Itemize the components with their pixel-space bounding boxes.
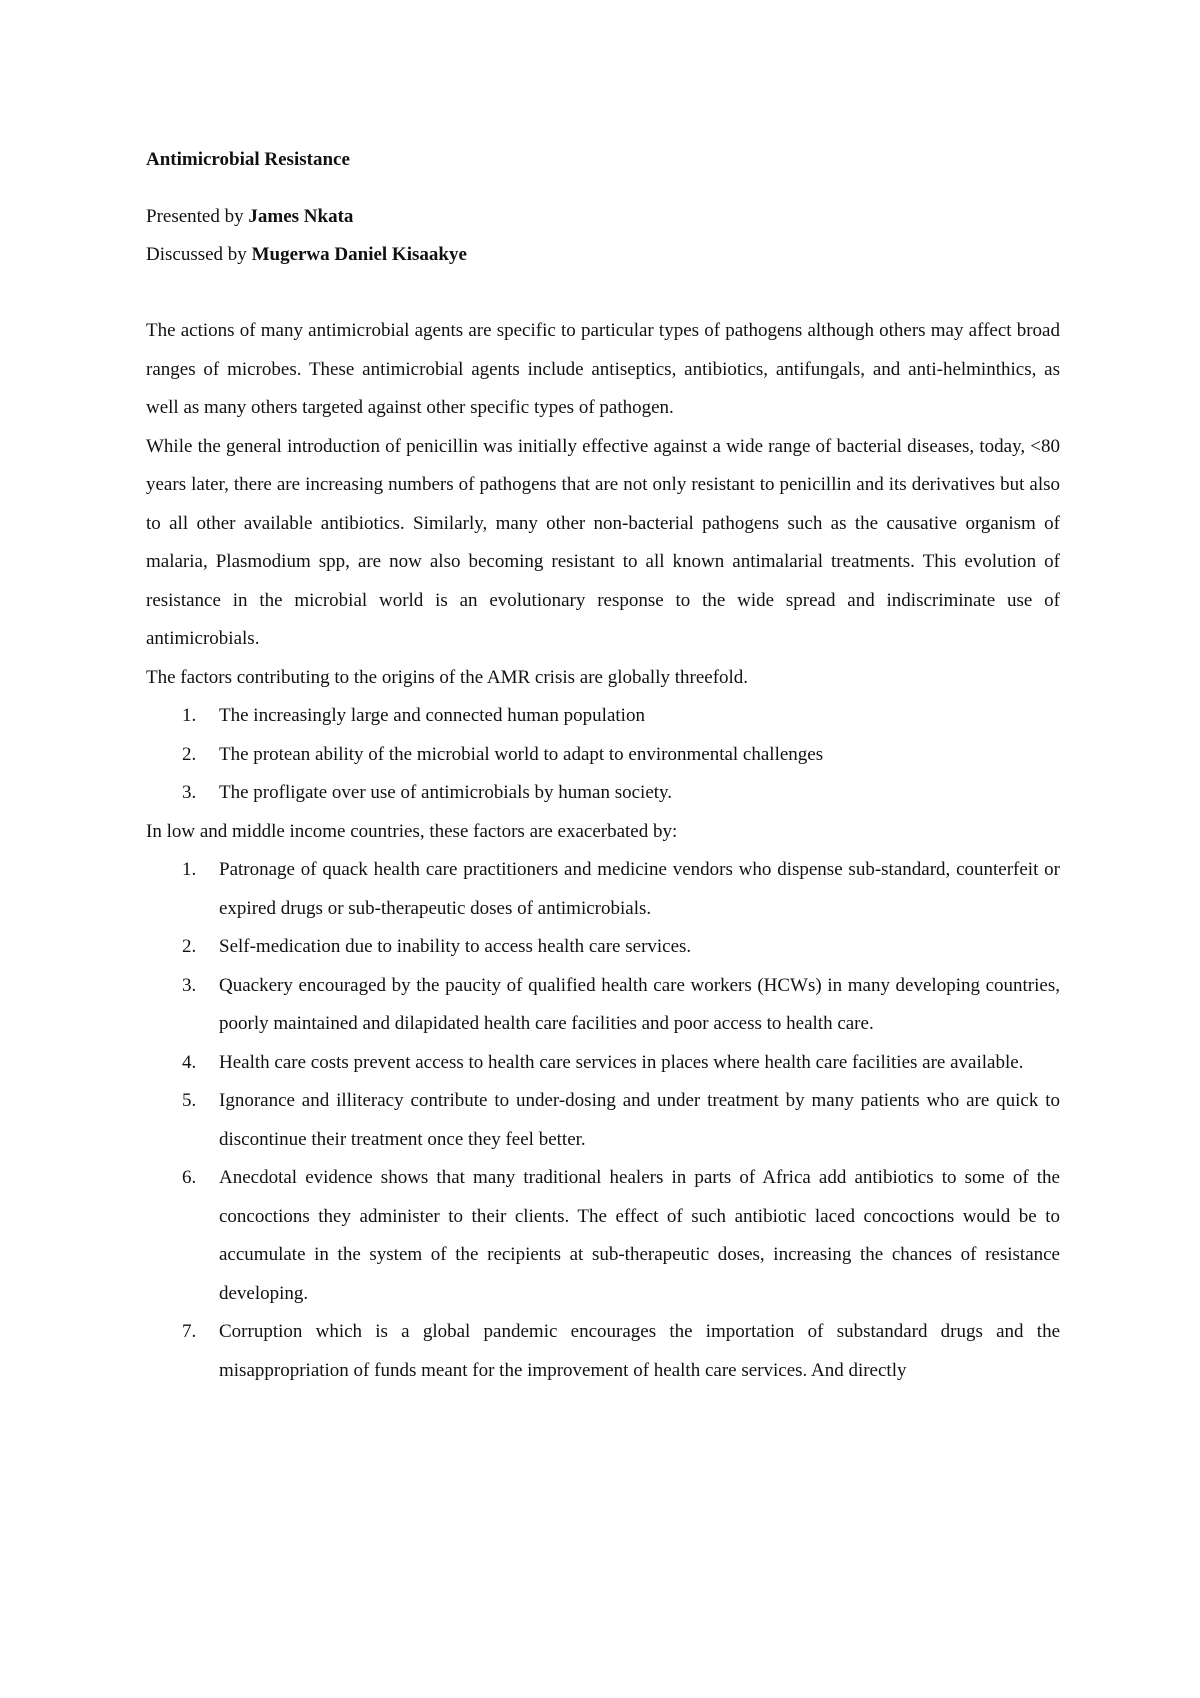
- list-text: Self-medication due to inability to access health care services.: [219, 936, 692, 957]
- list-number: 2.: [182, 936, 197, 957]
- list-item: [146, 697, 1060, 736]
- presenter-name: James Nkata: [248, 206, 354, 227]
- list-number: 1.: [182, 859, 197, 880]
- list-text: Quackery encouraged by the paucity of qualified health care workers (HCWs) in many developing countries, poorly maintained and dilapidated health care facilities and poor access to health care.: [219, 974, 1060, 1034]
- list-text: Ignorance and illiteracy contribute to under-dosing and under treatment by many patients who are quick to discontinue their treatment once they feel better.: [219, 1090, 1060, 1150]
- presented-by-label: Presented by: [146, 206, 249, 227]
- presented-by-line: [146, 198, 1060, 236]
- factors-intro: The factors contributing to the origins of the AMR crisis are globally threefold.: [146, 666, 749, 688]
- list-number: 6.: [182, 1167, 197, 1188]
- spacer: [146, 274, 1060, 312]
- list-text: The profligate over use of antimicrobials by human society.: [219, 782, 673, 803]
- list-text: Health care costs prevent access to health care services in places where health care facilities are available.: [219, 1051, 1024, 1073]
- factors-list: [146, 697, 1060, 813]
- list-item: [146, 774, 1060, 813]
- list-number: 5.: [182, 1090, 197, 1111]
- list-text: Corruption which is a global pandemic encourages the importation of substandard drugs and the misappropriation of funds meant for the improvement of health care services. And directly: [219, 1321, 1060, 1381]
- list-number: 1.: [182, 705, 197, 726]
- list-text: The increasingly large and connected human population: [219, 705, 645, 726]
- discussant-name: Mugerwa Daniel Kisaakye: [251, 244, 467, 265]
- list-text: Anecdotal evidence shows that many traditional healers in parts of Africa add antibiotics to some of the concoctions they administer to their clients. The effect of such antibiotic laced concoctions would be to accumulate in the system of the recipients at sub-therapeutic doses, increasing the chances of resistance developing.: [219, 1167, 1060, 1304]
- list-text: The protean ability of the microbial world to adapt to environmental challenges: [219, 743, 824, 765]
- list-number: 4.: [182, 1051, 197, 1073]
- lmic-factors-list: [146, 851, 1060, 1390]
- list-number: 2.: [182, 743, 197, 765]
- list-item: [146, 1044, 1060, 1083]
- list-number: 7.: [182, 1321, 197, 1342]
- paragraph-penicillin: While the general introduction of penicillin was initially effective against a wide range of bacterial diseases, today, <80 years later, there are increasing numbers of pathogens that are not only resistant to penicillin and its derivatives but also to all other available antibiotics. Similarly, many other non-bacterial pathogens such as the causative organism of malaria, Plasmodium spp, are now also becoming resistant to all known antimalarial treatments. This evolution of resistance in the microbial world is an evolutionary response to the wide spread and indiscriminate use of antimicrobials.: [146, 435, 1060, 649]
- lmic-intro: In low and middle income countries, these factors are exacerbated by:: [146, 820, 678, 842]
- list-item: [146, 1159, 1060, 1313]
- list-number: 3.: [182, 782, 197, 803]
- list-item: [146, 928, 1060, 967]
- document-title: Antimicrobial Resistance: [146, 149, 350, 170]
- list-item: [146, 1082, 1060, 1159]
- list-item: [146, 967, 1060, 1044]
- discussed-by-line: [146, 236, 1060, 274]
- list-item: [146, 851, 1060, 928]
- document-page: [146, 140, 1060, 1390]
- discussed-by-label: Discussed by: [146, 244, 252, 265]
- paragraph-intro: The actions of many antimicrobial agents are specific to particular types of pathogens although others may affect broad ranges of microbes. These antimicrobial agents include antiseptics, antibiotics, antifungals, and anti-helminthics, as well as many others targeted against other specific types of pathogen.: [146, 320, 1060, 418]
- list-item: [146, 1313, 1060, 1390]
- list-text: Patronage of quack health care practitioners and medicine vendors who dispense sub-standard, counterfeit or expired drugs or sub-therapeutic doses of antimicrobials.: [219, 859, 1060, 919]
- list-number: 3.: [182, 974, 197, 996]
- list-item: [146, 736, 1060, 775]
